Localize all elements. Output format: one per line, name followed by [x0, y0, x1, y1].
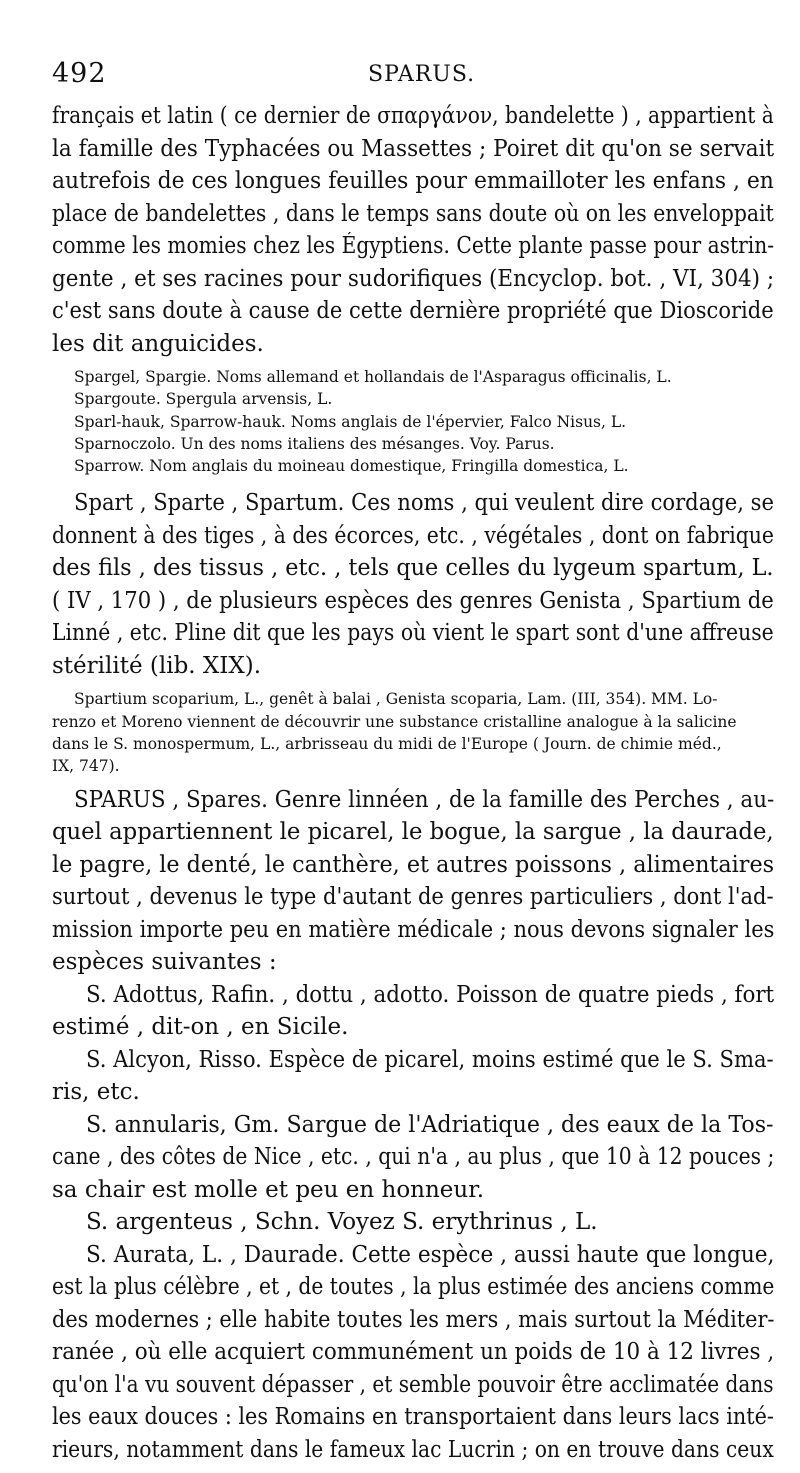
- text-line: français et latin ( ce dernier de σπαργάνον, bandelette ) , appartient à: [52, 103, 774, 129]
- text-line: espèces suivantes :: [52, 949, 277, 976]
- text-line: surtout , devenus le type d'autant de genres particuliers , dont l'ad-: [52, 884, 774, 911]
- entry-s-adottus: [52, 979, 774, 1044]
- text-line: Spart , Sparte , Spartum. Ces noms , qui veulent dire cordage, se: [74, 490, 774, 517]
- text-line: le pagre, le denté, le canthère, et autres poissons , alimentaires: [52, 851, 774, 878]
- text-line: est la plus célèbre , et , de toutes , la plus estimée des anciens comme: [52, 1274, 774, 1301]
- small-entries-spargel: [52, 366, 774, 477]
- text-line: IX, 747).: [52, 757, 120, 776]
- text-line: comme les momies chez les Égyptiens. Cette plante passe pour astrin-: [52, 233, 774, 259]
- paragraph-sparus: [52, 784, 774, 979]
- text-line: la famille des Typhacées ou Massettes ; Poiret dit qu'on se servait: [52, 135, 774, 162]
- text-line: donnent à des tiges , à des écorces, etc. , végétales , dont on fabrique: [52, 522, 774, 549]
- page-header: [52, 58, 760, 98]
- text-line: Sparnoczolo. Un des noms italiens des mésanges. Voy. Parus.: [74, 434, 555, 453]
- text-line: S. argenteus , Schn. Voyez S. erythrinus , L.: [86, 1209, 598, 1236]
- entry-s-alcyon: [52, 1044, 774, 1109]
- page-number: 492: [52, 58, 107, 89]
- text-line: mission importe peu en matière médicale ; nous devons signaler les: [52, 916, 774, 943]
- text-line: renzo et Moreno viennent de découvrir une substance cristalline analogue à la salicine: [52, 712, 737, 731]
- text-line: ranée , où elle acquiert communément un poids de 10 à 12 livres ,: [52, 1339, 774, 1366]
- text-line: cane , des côtes de Nice , etc. , qui n'a , au plus , que 10 à 12 pouces ;: [52, 1144, 774, 1171]
- text-line: dans le S. monospermum, L., arbrisseau du midi de l'Europe ( Journ. de chimie méd.,: [52, 735, 722, 754]
- text-line: Sparl-hauk, Sparrow-hauk. Noms anglais de l'épervier, Falco Nisus, L.: [74, 412, 627, 431]
- text-line: gente , et ses racines pour sudorifiques (Encyclop. bot. , VI, 304) ;: [52, 265, 774, 292]
- text-line: des fils , des tissus , etc. , tels que celles du lygeum spartum, L.: [52, 555, 774, 582]
- page-body: [52, 100, 774, 1466]
- text-line: les eaux douces : les Romains en transportaient dans leurs lacs inté-: [52, 1404, 774, 1431]
- text-line: Linné , etc. Pline dit que les pays où vient le spart sont d'une affreuse: [52, 620, 774, 647]
- small-entry-spartium: [52, 688, 774, 777]
- paragraph-spart: [52, 487, 774, 682]
- text-line: S. annularis, Gm. Sargue de l'Adriatique , des eaux de la Tos-: [86, 1111, 774, 1138]
- text-line: ris, etc.: [52, 1079, 140, 1106]
- text-line: SPARUS , Spares. Genre linnéen , de la famille des Perches , au-: [74, 786, 774, 813]
- text-line: stérilité (lib. XIX).: [52, 652, 262, 679]
- entry-s-annularis: [52, 1109, 774, 1207]
- text-line: place de bandelettes , dans le temps sans doute où on les enveloppait: [52, 200, 774, 227]
- text-line: ( IV , 170 ) , de plusieurs espèces des genres Genista , Spartium de: [52, 587, 774, 614]
- text-line: c'est sans doute à cause de cette dernière propriété que Dioscoride: [52, 298, 774, 324]
- text-line: Spargel, Spargie. Noms allemand et hollandais de l'Asparagus officinalis, L.: [74, 368, 672, 386]
- text-line: sa chair est molle et peu en honneur.: [52, 1176, 485, 1203]
- text-line: S. Adottus, Rafin. , dottu , adotto. Poisson de quatre pieds , fort: [86, 981, 774, 1008]
- paragraph-sparganium-end: [52, 100, 774, 360]
- text-line: quel appartiennent le picarel, le bogue, la sargue , la daurade,: [52, 819, 774, 846]
- running-head: SPARUS.: [368, 62, 476, 87]
- entry-s-argenteus: [52, 1206, 774, 1239]
- text-line: Spartium scoparium, L., genêt à balai , Genista scoparia, Lam. (III, 354). MM. Lo-: [74, 690, 718, 709]
- text-line: S. Alcyon, Risso. Espèce de picarel, moins estimé que le S. Sma-: [86, 1046, 774, 1073]
- text-line: autrefois de ces longues feuilles pour emmailloter les enfans , en: [52, 168, 774, 194]
- text-line: Spargoute. Spergula arvensis, L.: [74, 390, 333, 409]
- text-line: rieurs, notamment dans le fameux lac Lucrin ; on en trouve dans ceux: [52, 1436, 774, 1463]
- text-line: qu'on l'a vu souvent dépasser , et semble pouvoir être acclimatée dans: [52, 1371, 774, 1398]
- text-line: des modernes ; elle habite toutes les mers , mais surtout la Méditer-: [52, 1306, 774, 1333]
- text-line: Sparrow. Nom anglais du moineau domestique, Fringilla domestica, L.: [74, 457, 629, 476]
- entry-s-aurata: [52, 1239, 774, 1467]
- text-line: S. Aurata, L. , Daurade. Cette espèce , aussi haute que longue,: [86, 1241, 774, 1268]
- text-line: les dit anguicides.: [52, 330, 264, 357]
- text-line: estimé , dit-on , en Sicile.: [52, 1014, 349, 1041]
